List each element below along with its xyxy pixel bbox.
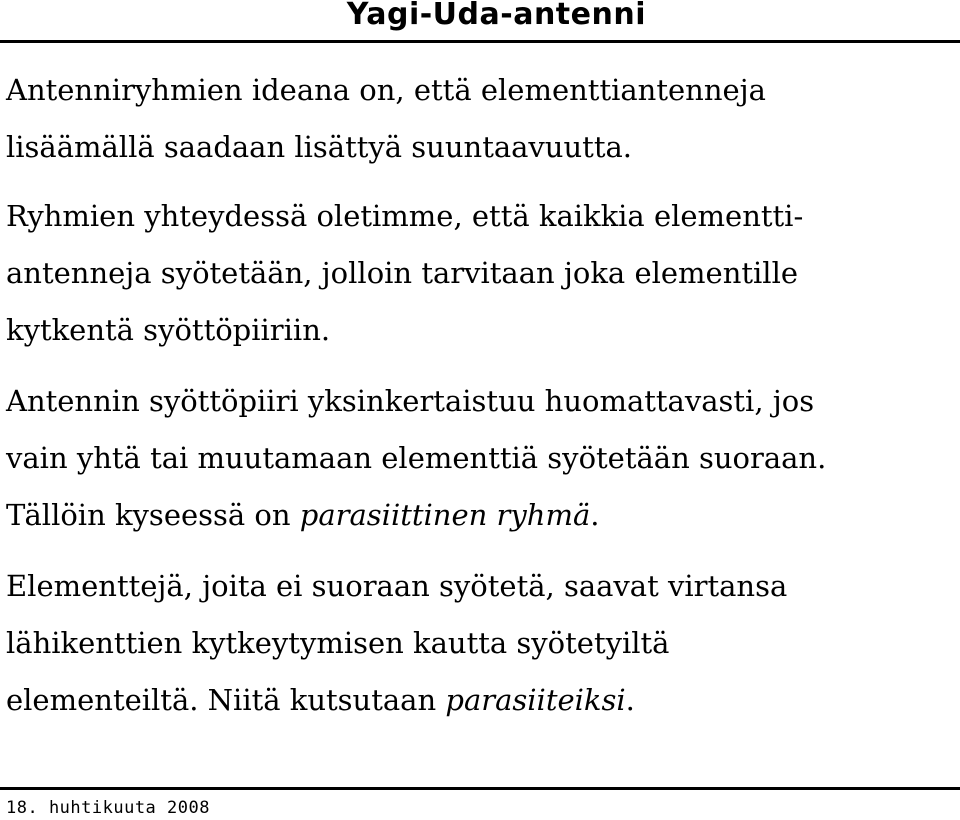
paragraph-2-line-1: Ryhmien yhteydessä oletimme, että kaikkia elementti- bbox=[6, 199, 804, 233]
paragraph-1-line-1: Antenniryhmien ideana on, että elementtiantenneja bbox=[6, 73, 766, 107]
paragraph-4-line-1: Elementtejä, joita ei suoraan syötetä, saavat virtansa bbox=[6, 569, 788, 603]
paragraph-3 bbox=[6, 373, 956, 544]
paragraph-3-line-1: Antennin syöttöpiiri yksinkertaistuu huomattavasti, jos bbox=[6, 384, 815, 418]
paragraph-1-line-2: lisäämällä saadaan lisättyä suuntaavuutta. bbox=[6, 130, 632, 164]
term-parasitic-array: parasiittinen ryhmä bbox=[299, 498, 591, 532]
paragraph-2 bbox=[6, 188, 956, 359]
footer-date: 18. huhtikuuta 2008 bbox=[6, 798, 210, 818]
slide-content bbox=[6, 62, 956, 743]
bottom-rule bbox=[0, 787, 960, 790]
term-parasites: parasiiteiksi bbox=[445, 683, 626, 717]
paragraph-2-line-3: kytkentä syöttöpiiriin. bbox=[6, 313, 331, 347]
paragraph-3-line-3-prefix: Tällöin kyseessä on bbox=[6, 498, 300, 532]
paragraph-3-line-3 bbox=[6, 487, 956, 544]
paragraph-4-line-2: lähikenttien kytkeytymisen kautta syötetyiltä bbox=[6, 626, 670, 660]
paragraph-4-line-3 bbox=[6, 672, 956, 729]
paragraph-1 bbox=[6, 62, 956, 176]
paragraph-4 bbox=[6, 558, 956, 729]
slide-title: Yagi-Uda-antenni bbox=[346, 0, 646, 32]
paragraph-4-line-3-prefix: elementeiltä. Niitä kutsutaan bbox=[6, 683, 446, 717]
paragraph-3-line-3-suffix: . bbox=[590, 498, 600, 532]
top-rule bbox=[0, 40, 960, 43]
paragraph-4-line-3-suffix: . bbox=[625, 683, 635, 717]
paragraph-3-line-2: vain yhtä tai muutamaan elementtiä syötetään suoraan. bbox=[6, 441, 827, 475]
paragraph-2-line-2: antenneja syötetään, jolloin tarvitaan joka elementille bbox=[6, 256, 799, 290]
